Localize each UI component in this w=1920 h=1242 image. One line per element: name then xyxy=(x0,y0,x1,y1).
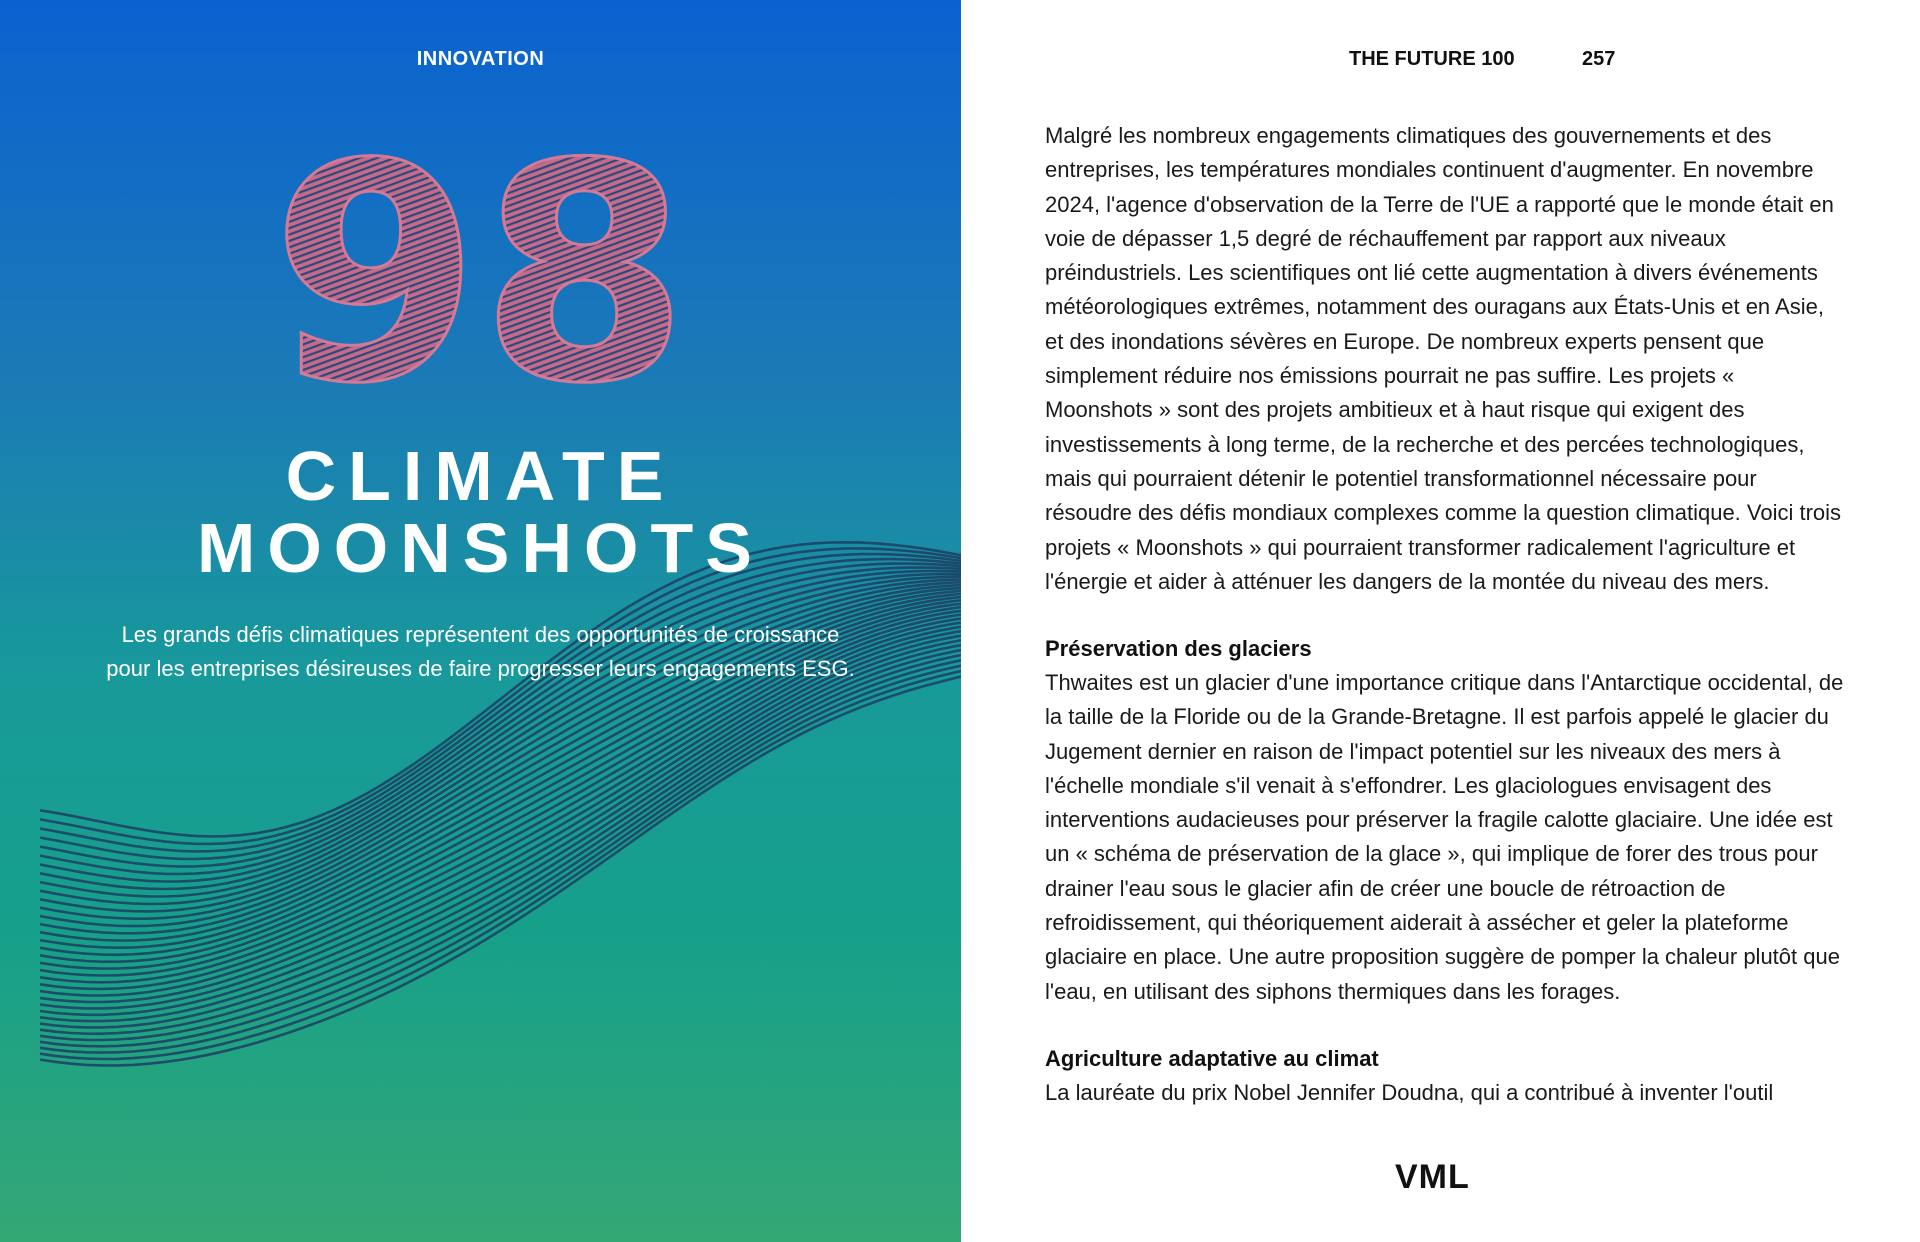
chapter-number: 98 xyxy=(271,128,689,408)
title-line-1: CLIMATE xyxy=(285,437,676,515)
vml-logo: VML xyxy=(1395,1158,1470,1196)
feature-title xyxy=(0,437,961,587)
section-label: INNOVATION xyxy=(416,48,545,70)
chapter-number-graphic xyxy=(0,128,961,408)
section-heading-agriculture: Agriculture adaptative au climat xyxy=(1045,1046,1379,1071)
title-line-2: MOONSHOTS xyxy=(197,509,764,587)
section-body-agriculture: La lauréate du prix Nobel Jennifer Doudna, qui a contribué à inventer l'outil xyxy=(1045,1080,1774,1105)
section-body-glaciers: Thwaites est un glacier d'une importance critique dans l'Antarctique occidental, de la taille de la Floride ou de la Grande-Bretagne. Il est parfois appelé le glacier du Jugement dernier en raison de l'impact potentiel sur les niveaux des mers à l'échelle mondiale s'il venait à s'effondrer. Les glaciologues envisagent des interventions audacieuses pour préserver la fragile calotte glaciaire. Une idée est un « schéma de préservation de la glace », qui implique de forer des trous pour drainer l'eau sous le glacier afin de créer une boucle de rétroaction de refroidissement, qui théoriquement aiderait à assécher et geler la plateforme glaciaire en place. Une autre proposition suggère de pomper la chaleur plutôt que l'eau, en utilisant des siphons thermiques dans les forages. xyxy=(1045,670,1844,1004)
feature-subtitle xyxy=(0,618,961,686)
publication-title: THE FUTURE 100 xyxy=(1349,48,1515,70)
subtitle-line-1: Les grands défis climatiques représentent des opportunités de croissance xyxy=(121,622,840,647)
page-number: 257 xyxy=(1582,48,1616,70)
intro-paragraph: Malgré les nombreux engagements climatiques des gouvernements et des entreprises, les températures mondiales continuent d'augmenter. En novembre 2024, l'agence d'observation de la Terre de l'UE a rapporté que le monde était en voie de dépasser 1,5 degré de réchauffement par rapport aux niveaux préindustriels. Les scientifiques ont lié cette augmentation à divers événements météorologiques extrêmes, notamment des ouragans aux États-Unis et en Asie, et des inondations sévères en Europe. De nombreux experts pensent que simplement réduire nos émissions pourrait ne pas suffire. Les projets « Moonshots » sont des projets ambitieux et à haut risque qui exigent des investissements à long terme, de la recherche et des percées technologiques, mais qui pourraient détenir le potentiel transformationnel nécessaire pour résoudre des défis mondiaux complexes comme la question climatique. Voici trois projets « Moonshots » qui pourraient transformer radicalement l'agriculture et l'énergie et aider à atténuer les dangers de la montée du niveau des mers. xyxy=(1045,123,1842,594)
section-heading-glaciers: Préservation des glaciers xyxy=(1045,636,1312,661)
subtitle-line-2: pour les entreprises désireuses de faire progresser leurs engagements ESG. xyxy=(106,656,855,681)
